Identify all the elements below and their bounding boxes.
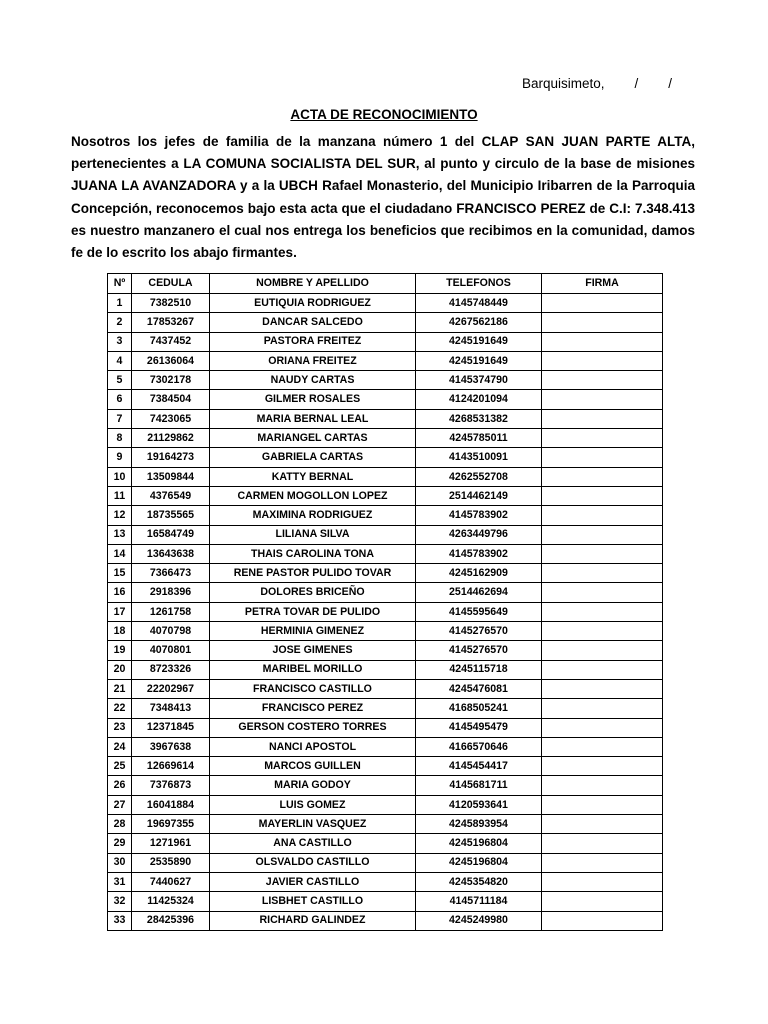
firma-cell xyxy=(542,641,663,660)
row-number: 7 xyxy=(108,409,132,428)
firma-cell xyxy=(542,699,663,718)
telefono-cell: 4143510091 xyxy=(416,448,542,467)
telefono-cell: 4145681711 xyxy=(416,776,542,795)
nombre-cell: GABRIELA CARTAS xyxy=(210,448,416,467)
cedula-cell: 16041884 xyxy=(132,795,210,814)
table-row xyxy=(108,371,663,390)
cedula-cell: 26136064 xyxy=(132,351,210,370)
telefono-cell: 4145495479 xyxy=(416,718,542,737)
cedula-cell: 3967638 xyxy=(132,737,210,756)
row-number: 13 xyxy=(108,525,132,544)
nombre-cell: CARMEN MOGOLLON LOPEZ xyxy=(210,486,416,505)
telefono-cell: 4245196804 xyxy=(416,834,542,853)
header-cedula: CEDULA xyxy=(132,274,210,294)
telefono-cell: 4145748449 xyxy=(416,294,542,313)
header-firma: FIRMA xyxy=(542,274,663,294)
telefono-cell: 4145374790 xyxy=(416,371,542,390)
telefono-cell: 2514462149 xyxy=(416,486,542,505)
telefono-cell: 4145595649 xyxy=(416,602,542,621)
cedula-cell: 12669614 xyxy=(132,757,210,776)
row-number: 19 xyxy=(108,641,132,660)
telefono-cell: 4124201094 xyxy=(416,390,542,409)
telefono-cell: 4245354820 xyxy=(416,872,542,891)
intro-paragraph: Nosotros los jefes de familia de la manzana número 1 del CLAP SAN JUAN PARTE ALTA, pertenecientes a LA COMUNA SOCIALISTA DEL SUR, al punto y circulo de la base de misiones JUANA LA AVANZADORA y a la UBCH Rafael Monasterio, del Municipio Iribarren de la Parroquia Concepción, reconocemos bajo esta acta que el ciudadano FRANCISCO PEREZ de C.I: 7.348.413 es nuestro manzanero el cual nos entrega los beneficios que recibimos en la comunidad, damos fe de lo escrito los abajo firmantes. xyxy=(71,134,695,261)
cedula-cell: 18735565 xyxy=(132,506,210,525)
nombre-cell: NANCI APOSTOL xyxy=(210,737,416,756)
table-body xyxy=(108,294,663,931)
firma-cell xyxy=(542,467,663,486)
row-number: 14 xyxy=(108,544,132,563)
firma-cell xyxy=(542,815,663,834)
telefono-cell: 4245196804 xyxy=(416,853,542,872)
nombre-cell: ANA CASTILLO xyxy=(210,834,416,853)
nombre-cell: DOLORES BRICEÑO xyxy=(210,583,416,602)
cedula-cell: 7348413 xyxy=(132,699,210,718)
firma-cell xyxy=(542,371,663,390)
table-row xyxy=(108,641,663,660)
place-date-line: Barquisimeto, / / xyxy=(522,76,673,91)
table-row xyxy=(108,294,663,313)
row-number: 16 xyxy=(108,583,132,602)
firma-cell xyxy=(542,718,663,737)
table-row xyxy=(108,776,663,795)
cedula-cell: 7366473 xyxy=(132,564,210,583)
table-row xyxy=(108,332,663,351)
row-number: 3 xyxy=(108,332,132,351)
table-row xyxy=(108,351,663,370)
table-row xyxy=(108,622,663,641)
table-row xyxy=(108,525,663,544)
table-row xyxy=(108,313,663,332)
row-number: 33 xyxy=(108,911,132,930)
cedula-cell: 4070798 xyxy=(132,622,210,641)
telefono-cell: 4268531382 xyxy=(416,409,542,428)
firma-cell xyxy=(542,448,663,467)
table-row xyxy=(108,892,663,911)
cedula-cell: 7384504 xyxy=(132,390,210,409)
telefono-cell: 4145783902 xyxy=(416,544,542,563)
telefono-cell: 4145783902 xyxy=(416,506,542,525)
cedula-cell: 2918396 xyxy=(132,583,210,602)
firma-cell xyxy=(542,332,663,351)
firma-cell xyxy=(542,757,663,776)
firma-cell xyxy=(542,583,663,602)
row-number: 27 xyxy=(108,795,132,814)
nombre-cell: LUIS GOMEZ xyxy=(210,795,416,814)
firma-cell xyxy=(542,486,663,505)
cedula-cell: 28425396 xyxy=(132,911,210,930)
telefono-cell: 4245249980 xyxy=(416,911,542,930)
cedula-cell: 17853267 xyxy=(132,313,210,332)
table-row xyxy=(108,737,663,756)
telefono-cell: 4245785011 xyxy=(416,429,542,448)
table-row xyxy=(108,872,663,891)
row-number: 9 xyxy=(108,448,132,467)
table-row xyxy=(108,448,663,467)
telefono-cell: 2514462694 xyxy=(416,583,542,602)
nombre-cell: PASTORA FREITEZ xyxy=(210,332,416,351)
nombre-cell: LILIANA SILVA xyxy=(210,525,416,544)
firma-cell xyxy=(542,660,663,679)
nombre-cell: MARCOS GUILLEN xyxy=(210,757,416,776)
firma-cell xyxy=(542,351,663,370)
cedula-cell: 4376549 xyxy=(132,486,210,505)
nombre-cell: MARIA GODOY xyxy=(210,776,416,795)
table-row xyxy=(108,390,663,409)
cedula-cell: 8723326 xyxy=(132,660,210,679)
nombre-cell: THAIS CAROLINA TONA xyxy=(210,544,416,563)
row-number: 22 xyxy=(108,699,132,718)
nombre-cell: RENE PASTOR PULIDO TOVAR xyxy=(210,564,416,583)
cedula-cell: 7423065 xyxy=(132,409,210,428)
nombre-cell: MARIANGEL CARTAS xyxy=(210,429,416,448)
telefono-cell: 4245893954 xyxy=(416,815,542,834)
telefono-cell: 4245191649 xyxy=(416,332,542,351)
cedula-cell: 7382510 xyxy=(132,294,210,313)
firma-cell xyxy=(542,622,663,641)
row-number: 29 xyxy=(108,834,132,853)
nombre-cell: OLSVALDO CASTILLO xyxy=(210,853,416,872)
row-number: 21 xyxy=(108,679,132,698)
cedula-cell: 1261758 xyxy=(132,602,210,621)
cedula-cell: 7376873 xyxy=(132,776,210,795)
cedula-cell: 21129862 xyxy=(132,429,210,448)
nombre-cell: NAUDY CARTAS xyxy=(210,371,416,390)
cedula-cell: 16584749 xyxy=(132,525,210,544)
telefono-cell: 4267562186 xyxy=(416,313,542,332)
nombre-cell: JAVIER CASTILLO xyxy=(210,872,416,891)
firma-cell xyxy=(542,892,663,911)
firma-cell xyxy=(542,602,663,621)
nombre-cell: JOSE GIMENES xyxy=(210,641,416,660)
nombre-cell: DANCAR SALCEDO xyxy=(210,313,416,332)
table-row xyxy=(108,718,663,737)
firma-cell xyxy=(542,853,663,872)
firma-cell xyxy=(542,390,663,409)
row-number: 20 xyxy=(108,660,132,679)
cedula-cell: 22202967 xyxy=(132,679,210,698)
row-number: 23 xyxy=(108,718,132,737)
row-number: 15 xyxy=(108,564,132,583)
nombre-cell: GILMER ROSALES xyxy=(210,390,416,409)
header-nombre: NOMBRE Y APELLIDO xyxy=(210,274,416,294)
row-number: 4 xyxy=(108,351,132,370)
telefono-cell: 4145711184 xyxy=(416,892,542,911)
cedula-cell: 19697355 xyxy=(132,815,210,834)
table-row xyxy=(108,757,663,776)
telefono-cell: 4145454417 xyxy=(416,757,542,776)
firma-cell xyxy=(542,506,663,525)
nombre-cell: KATTY BERNAL xyxy=(210,467,416,486)
telefono-cell: 4145276570 xyxy=(416,641,542,660)
nombre-cell: MAYERLIN VASQUEZ xyxy=(210,815,416,834)
firma-cell xyxy=(542,294,663,313)
nombre-cell: MARIBEL MORILLO xyxy=(210,660,416,679)
nombre-cell: GERSON COSTERO TORRES xyxy=(210,718,416,737)
row-number: 32 xyxy=(108,892,132,911)
nombre-cell: FRANCISCO CASTILLO xyxy=(210,679,416,698)
nombre-cell: FRANCISCO PEREZ xyxy=(210,699,416,718)
cedula-cell: 4070801 xyxy=(132,641,210,660)
row-number: 31 xyxy=(108,872,132,891)
telefono-cell: 4245115718 xyxy=(416,660,542,679)
cedula-cell: 12371845 xyxy=(132,718,210,737)
firma-cell xyxy=(542,544,663,563)
nombre-cell: ORIANA FREITEZ xyxy=(210,351,416,370)
row-number: 26 xyxy=(108,776,132,795)
row-number: 1 xyxy=(108,294,132,313)
table-row xyxy=(108,506,663,525)
row-number: 2 xyxy=(108,313,132,332)
table-row xyxy=(108,834,663,853)
row-number: 11 xyxy=(108,486,132,505)
signatories-table xyxy=(107,273,663,931)
table-row xyxy=(108,853,663,872)
row-number: 8 xyxy=(108,429,132,448)
cedula-cell: 1271961 xyxy=(132,834,210,853)
row-number: 28 xyxy=(108,815,132,834)
nombre-cell: MARIA BERNAL LEAL xyxy=(210,409,416,428)
telefono-cell: 4166570646 xyxy=(416,737,542,756)
cedula-cell: 11425324 xyxy=(132,892,210,911)
firma-cell xyxy=(542,834,663,853)
table-row xyxy=(108,564,663,583)
row-number: 10 xyxy=(108,467,132,486)
table-row xyxy=(108,486,663,505)
cedula-cell: 2535890 xyxy=(132,853,210,872)
nombre-cell: PETRA TOVAR DE PULIDO xyxy=(210,602,416,621)
telefono-cell: 4245191649 xyxy=(416,351,542,370)
firma-cell xyxy=(542,737,663,756)
nombre-cell: HERMINIA GIMENEZ xyxy=(210,622,416,641)
nombre-cell: MAXIMINA RODRIGUEZ xyxy=(210,506,416,525)
row-number: 17 xyxy=(108,602,132,621)
table-row xyxy=(108,467,663,486)
firma-cell xyxy=(542,872,663,891)
row-number: 12 xyxy=(108,506,132,525)
table-header-row xyxy=(108,274,663,294)
cedula-cell: 13643638 xyxy=(132,544,210,563)
table-row xyxy=(108,409,663,428)
firma-cell xyxy=(542,564,663,583)
cedula-cell: 7302178 xyxy=(132,371,210,390)
telefono-cell: 4145276570 xyxy=(416,622,542,641)
row-number: 30 xyxy=(108,853,132,872)
telefono-cell: 4120593641 xyxy=(416,795,542,814)
cedula-cell: 19164273 xyxy=(132,448,210,467)
row-number: 6 xyxy=(108,390,132,409)
table-row xyxy=(108,429,663,448)
document-title-text: ACTA DE RECONOCIMIENTO xyxy=(290,107,478,122)
telefono-cell: 4245162909 xyxy=(416,564,542,583)
document-title xyxy=(0,107,768,122)
table-row xyxy=(108,679,663,698)
telefono-cell: 4262552708 xyxy=(416,467,542,486)
table-row xyxy=(108,699,663,718)
table-row xyxy=(108,602,663,621)
row-number: 25 xyxy=(108,757,132,776)
firma-cell xyxy=(542,409,663,428)
table-row xyxy=(108,795,663,814)
header-telefonos: TELEFONOS xyxy=(416,274,542,294)
telefono-cell: 4263449796 xyxy=(416,525,542,544)
table-row xyxy=(108,815,663,834)
firma-cell xyxy=(542,776,663,795)
nombre-cell: EUTIQUIA RODRIGUEZ xyxy=(210,294,416,313)
table-row xyxy=(108,911,663,930)
row-number: 5 xyxy=(108,371,132,390)
nombre-cell: RICHARD GALINDEZ xyxy=(210,911,416,930)
table-row xyxy=(108,660,663,679)
firma-cell xyxy=(542,525,663,544)
cedula-cell: 7437452 xyxy=(132,332,210,351)
row-number: 18 xyxy=(108,622,132,641)
nombre-cell: LISBHET CASTILLO xyxy=(210,892,416,911)
table-row xyxy=(108,583,663,602)
firma-cell xyxy=(542,313,663,332)
firma-cell xyxy=(542,795,663,814)
firma-cell xyxy=(542,429,663,448)
header-number: Nº xyxy=(108,274,132,294)
telefono-cell: 4168505241 xyxy=(416,699,542,718)
row-number: 24 xyxy=(108,737,132,756)
firma-cell xyxy=(542,911,663,930)
cedula-cell: 7440627 xyxy=(132,872,210,891)
telefono-cell: 4245476081 xyxy=(416,679,542,698)
table-row xyxy=(108,544,663,563)
firma-cell xyxy=(542,679,663,698)
cedula-cell: 13509844 xyxy=(132,467,210,486)
